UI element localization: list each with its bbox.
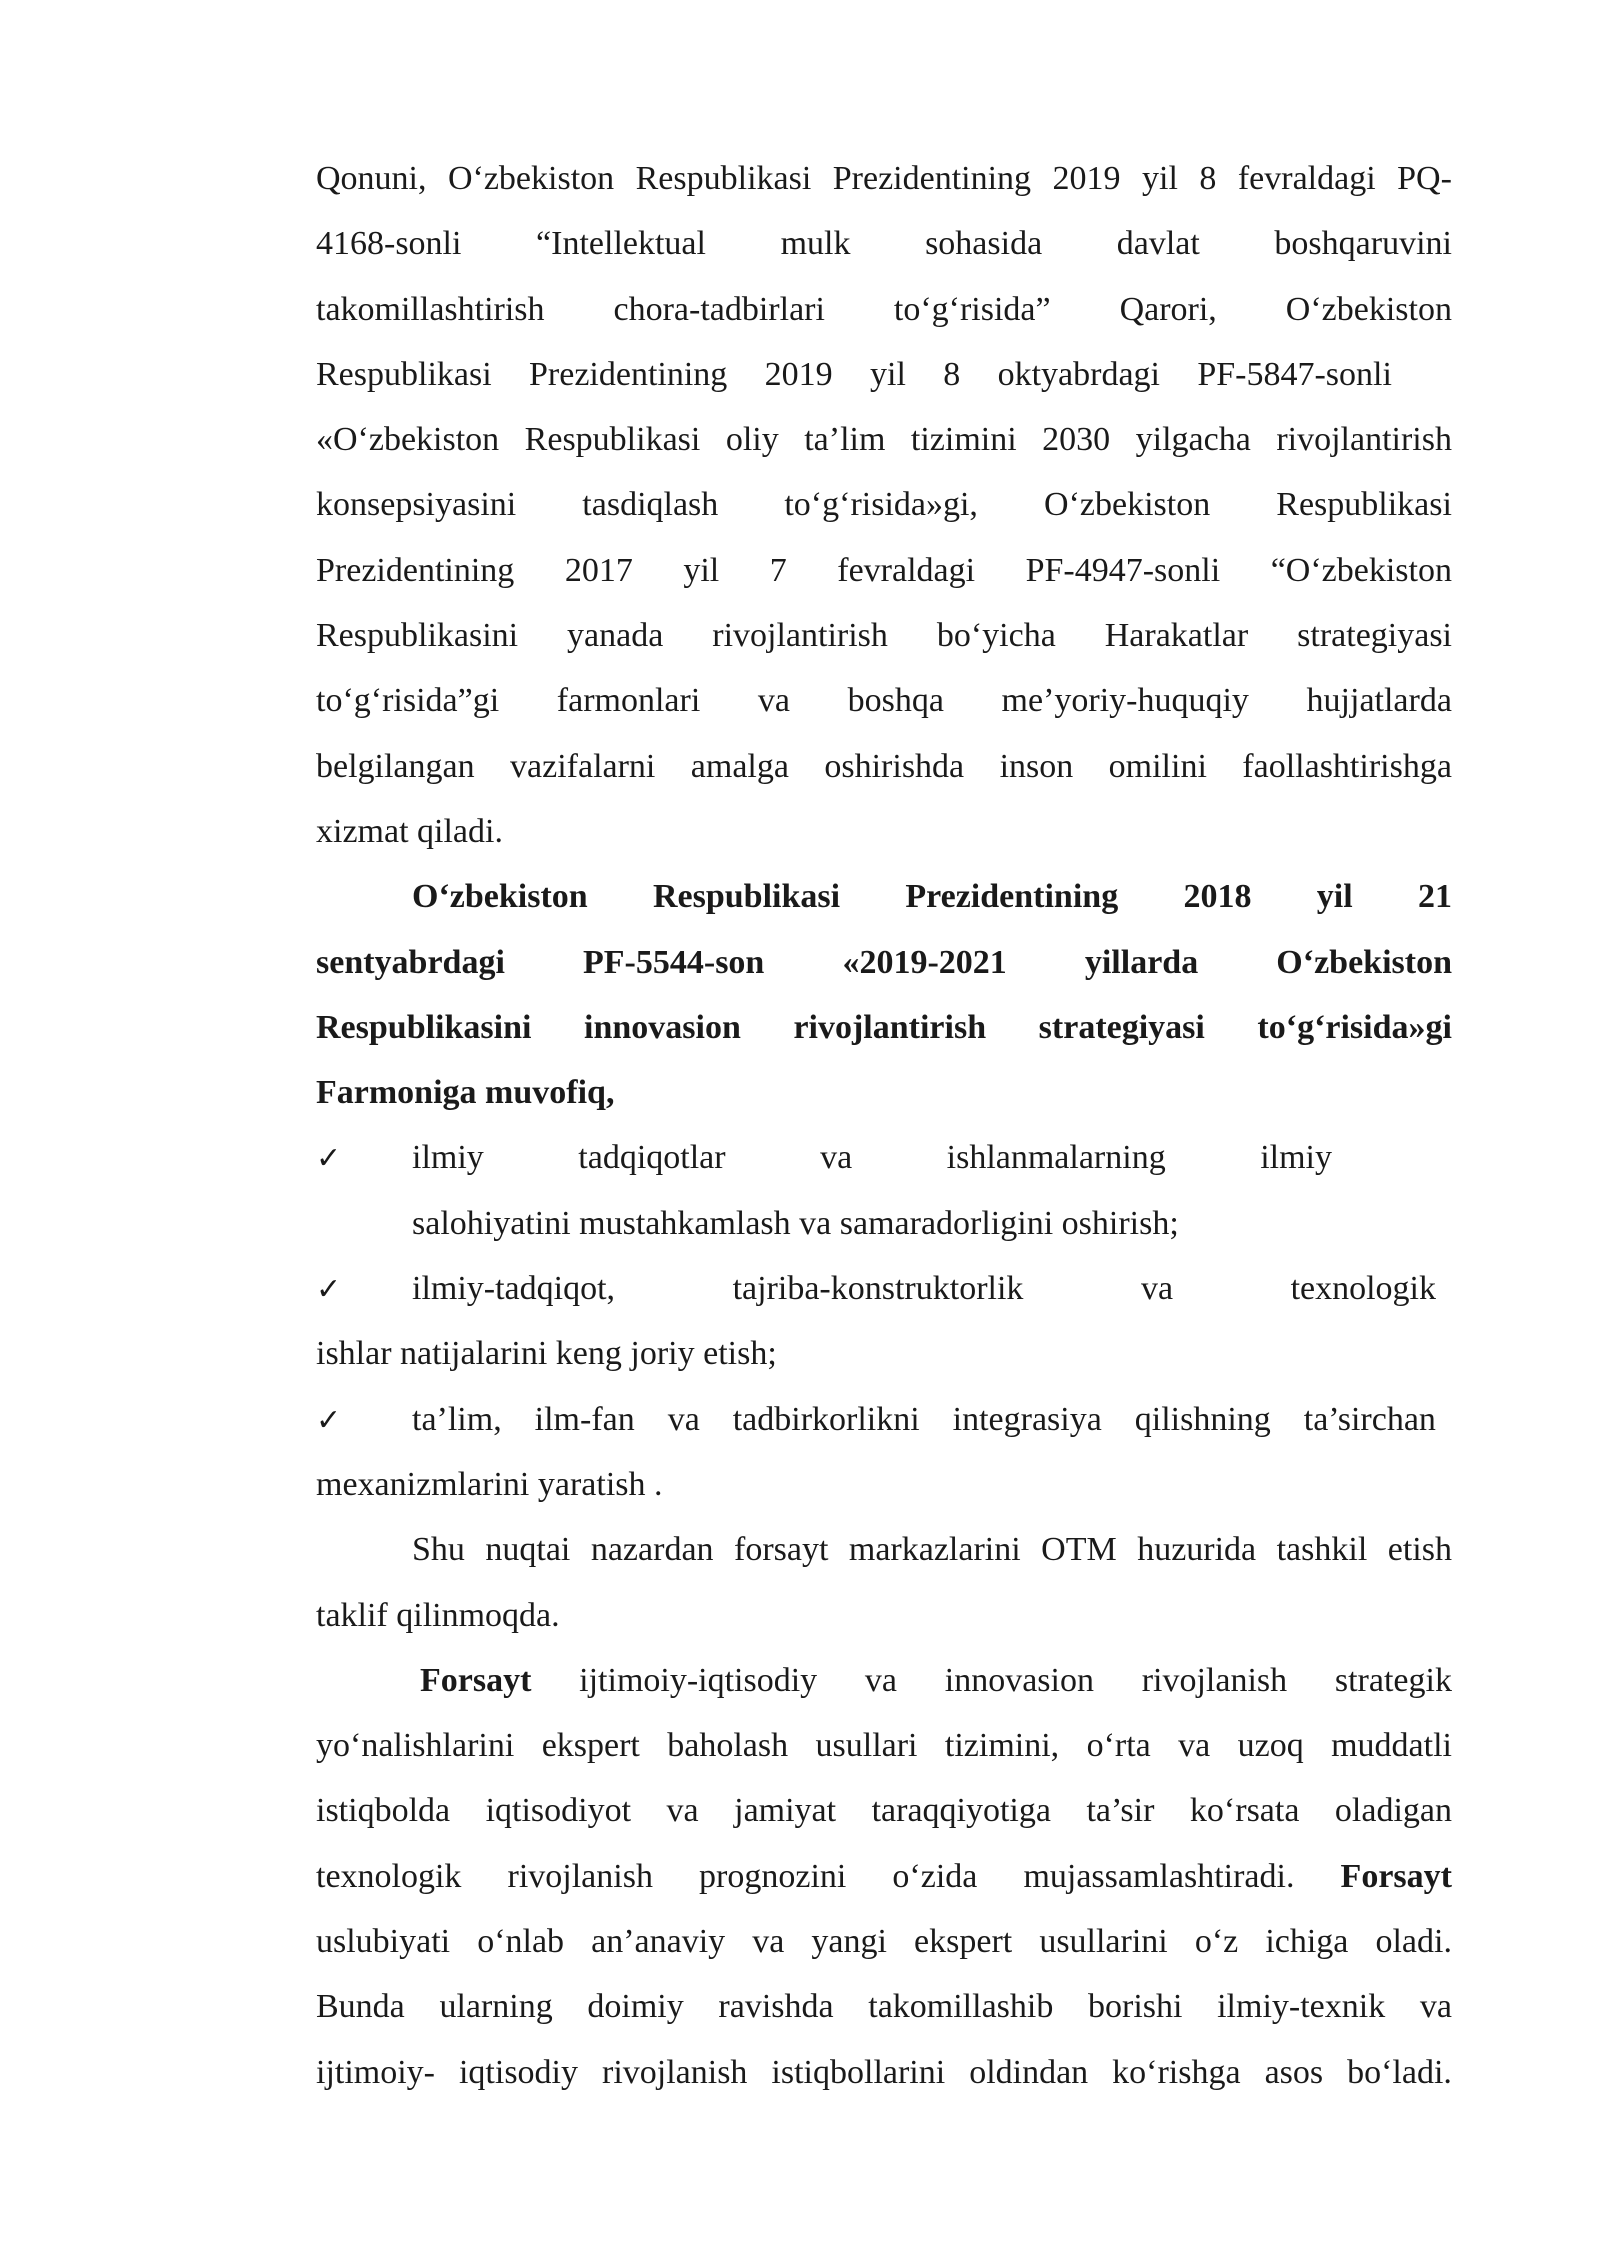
word: belgilangan	[316, 747, 475, 785]
word: me’yoriy-huquqiy	[1001, 682, 1249, 720]
word: o‘z	[1194, 1923, 1239, 1961]
word: rivojlanish	[507, 1857, 653, 1895]
word: tadqiqotlar	[578, 1139, 726, 1177]
text-line	[316, 1713, 1452, 1778]
word: to‘g‘risida”gi	[316, 682, 500, 720]
word: 2017	[564, 551, 633, 589]
word: doimiy	[587, 1988, 684, 2026]
text-line	[316, 734, 1452, 799]
word: o‘rta	[1086, 1727, 1151, 1765]
word: yilgacha	[1135, 421, 1251, 459]
word: to‘g‘risida”	[893, 290, 1051, 328]
word: rivojlanish	[1141, 1661, 1288, 1699]
word: iqtisodiy	[458, 2053, 579, 2091]
word: va	[1178, 1727, 1211, 1765]
word: konsepsiyasini	[316, 486, 517, 524]
word: oladi.	[1375, 1923, 1452, 1961]
word: rivojlantirish	[793, 1008, 987, 1046]
word: O‘zbekiston	[1285, 290, 1452, 328]
word: O‘zbekiston	[1044, 486, 1211, 524]
word: tashkil	[1276, 1531, 1368, 1569]
word: oladigan	[1334, 1792, 1452, 1830]
word: muddatli	[1331, 1727, 1452, 1765]
word: «O‘zbekiston	[316, 421, 500, 459]
word: 2019	[1052, 160, 1121, 197]
paragraph-proposal	[316, 1517, 1452, 1648]
word: tizimini,	[944, 1727, 1060, 1765]
text-line	[316, 1648, 1452, 1713]
word: omilini	[1108, 747, 1207, 785]
word: ekspert	[541, 1727, 640, 1765]
word: baholash	[667, 1727, 789, 1765]
word: tadbirkorlikni	[732, 1400, 920, 1438]
word: PF-5544-son	[583, 943, 765, 981]
word: va	[1140, 1270, 1174, 1308]
word: Shu	[412, 1531, 465, 1569]
word: texnologik	[316, 1857, 462, 1895]
word: ijtimoiy-iqtisodiy	[579, 1661, 818, 1699]
text-line-content: taklif qilinmoqda.	[316, 1596, 560, 1634]
checklist-item-continuation: salohiyatini mustahkamlash va samaradorligini oshirish;	[412, 1204, 1179, 1242]
word: asos	[1264, 2053, 1324, 2091]
text-line	[316, 603, 1452, 668]
word: yo‘nalishlarini	[316, 1727, 515, 1765]
word: to‘g‘risida»gi	[1257, 1008, 1452, 1046]
word: ilm-fan	[534, 1400, 635, 1438]
checklist-item-text	[412, 1256, 1452, 1321]
word: prognozini	[699, 1857, 847, 1895]
word: yil	[683, 551, 720, 589]
word: rivojlantirish	[1276, 421, 1452, 459]
word: bo‘yicha	[936, 617, 1056, 655]
word: Respublikasi	[1276, 486, 1452, 524]
word: vazifalarni	[510, 747, 656, 785]
forsayt-term: Forsayt	[420, 1661, 532, 1699]
word: ko‘rishga	[1112, 2053, 1241, 2091]
word: 4168-sonli	[316, 225, 462, 263]
word: «2019-2021	[842, 943, 1007, 981]
word: an’anaviy	[591, 1923, 726, 1961]
word: Qonuni,	[316, 160, 427, 197]
word: tasdiqlash	[582, 486, 719, 524]
text-line	[316, 1974, 1452, 2039]
word: O‘zbekiston	[1276, 943, 1452, 981]
word: takomillashib	[868, 1988, 1054, 2026]
word: ijtimoiy-	[316, 2053, 435, 2091]
word: yil	[1142, 160, 1178, 197]
text-line	[316, 1844, 1452, 1909]
word: Respublikasi	[635, 160, 812, 197]
word: oshirishda	[824, 747, 965, 785]
text-line	[316, 342, 1452, 407]
word: ta’sirchan	[1303, 1400, 1436, 1438]
word: 2018	[1183, 878, 1252, 916]
word: oldindan	[969, 2053, 1089, 2091]
word: rivojlantirish	[712, 617, 888, 655]
word: ishlanmalarning	[946, 1139, 1166, 1177]
checklist-item	[316, 1387, 1452, 1518]
word: ekspert	[914, 1923, 1013, 1961]
word: ko‘rsata	[1189, 1792, 1300, 1830]
word: OTM	[1041, 1531, 1117, 1569]
forsayt-term: Forsayt	[1340, 1857, 1452, 1895]
word: PF-4947-sonli	[1025, 551, 1221, 589]
word: O‘zbekiston	[447, 160, 615, 197]
word: yil	[1316, 878, 1353, 916]
text-line	[316, 930, 1452, 995]
word: huzurida	[1137, 1531, 1257, 1569]
word: PF-5847-sonli	[1197, 355, 1392, 393]
text-line	[316, 1909, 1452, 1974]
word: amalga	[690, 747, 789, 785]
word: 2030	[1042, 421, 1111, 459]
word: rivojlanish	[602, 2053, 748, 2091]
word: 21	[1418, 878, 1452, 916]
word: texnologik	[1290, 1270, 1436, 1308]
word: usullarini	[1039, 1923, 1168, 1961]
word: sohasida	[925, 225, 1043, 263]
word: o‘nlab	[477, 1923, 565, 1961]
text-line	[316, 864, 1452, 929]
paragraph-legal-references	[316, 146, 1452, 864]
text-line	[316, 277, 1452, 342]
word: inson	[999, 747, 1074, 785]
word: ularning	[439, 1988, 553, 2026]
word: borishi	[1088, 1988, 1183, 2026]
word: fevraldagi	[837, 551, 976, 589]
word: boshqaruvini	[1274, 225, 1452, 263]
text-line	[316, 1517, 1452, 1582]
text-line	[316, 538, 1452, 603]
word: va	[666, 1792, 699, 1830]
text-line	[316, 211, 1452, 276]
word: oliy	[725, 421, 779, 459]
word: ilmiy	[412, 1139, 484, 1177]
word: Respublikasi	[652, 878, 841, 916]
text-line	[316, 799, 1452, 864]
word: usullari	[815, 1727, 918, 1765]
word: yil	[870, 355, 906, 393]
word: forsayt	[734, 1531, 829, 1569]
word: Respublikasini	[316, 617, 519, 655]
word: tajriba-konstruktorlik	[732, 1270, 1024, 1308]
word: jamiyat	[734, 1792, 837, 1830]
checkmark-icon: ✓	[316, 1402, 342, 1438]
word: va	[1419, 1988, 1452, 2026]
text-line	[316, 407, 1452, 472]
word: nuqtai	[485, 1531, 571, 1569]
word: Prezidentining	[905, 878, 1119, 916]
word: istiqbollarini	[771, 2053, 946, 2091]
word: “O‘zbekiston	[1270, 551, 1452, 589]
text-line	[316, 1778, 1452, 1843]
word: etish	[1387, 1531, 1452, 1569]
word: strategiyasi	[1297, 617, 1452, 655]
word: va	[820, 1139, 853, 1177]
word: to‘g‘risida»gi,	[784, 486, 978, 524]
checklist-item-continuation: ishlar natijalarini keng joriy etish;	[316, 1335, 777, 1373]
word: PQ-	[1397, 160, 1452, 197]
word: 8	[943, 355, 961, 393]
checkmark-icon: ✓	[316, 1272, 342, 1308]
word: yillarda	[1084, 943, 1199, 981]
paragraph-forsayt	[316, 1648, 1452, 2105]
word: bo‘ladi.	[1347, 2053, 1452, 2091]
word: 2019	[764, 355, 833, 393]
word: Respublikasini	[316, 1008, 532, 1046]
word: 8	[1199, 160, 1217, 197]
word: va	[667, 1400, 700, 1438]
word: mujassamlashtiradi.	[1023, 1857, 1295, 1895]
word: boshqa	[847, 682, 944, 720]
text-line-content: xizmat qiladi.	[316, 812, 503, 850]
word: oktyabrdagi	[997, 355, 1160, 393]
word: iqtisodiyot	[485, 1792, 632, 1830]
word: integrasiya	[952, 1400, 1102, 1438]
word: sentyabrdagi	[316, 943, 505, 981]
word: Prezidentining	[832, 160, 1032, 197]
word: O‘zbekiston	[412, 878, 588, 916]
word: strategik	[1334, 1661, 1452, 1699]
word: Prezidentining	[316, 551, 515, 589]
word: ta’lim,	[412, 1400, 502, 1438]
word: istiqbolda	[316, 1792, 451, 1830]
word: 7	[769, 551, 787, 589]
word: tizimini	[910, 421, 1017, 459]
word: Respublikasi	[524, 421, 701, 459]
word: Harakatlar	[1104, 617, 1249, 655]
word: nazardan	[590, 1531, 714, 1569]
text-line	[316, 472, 1452, 537]
word: va	[752, 1923, 785, 1961]
checklist	[316, 1125, 1452, 1517]
word: qilishning	[1134, 1400, 1271, 1438]
word: o‘zida	[892, 1857, 978, 1895]
word: va	[864, 1661, 898, 1699]
word: Bunda	[316, 1988, 405, 2026]
word: yanada	[567, 617, 664, 655]
text-line	[316, 995, 1452, 1060]
word: ta’lim	[804, 421, 886, 459]
word: takomillashtirish	[316, 290, 545, 328]
word: taraqqiyotiga	[871, 1792, 1051, 1830]
word: innovasion	[584, 1008, 741, 1046]
text-line-content: Farmoniga muvofiq,	[316, 1074, 615, 1112]
checklist-item	[316, 1125, 1452, 1256]
document-page	[316, 146, 1452, 2105]
word: ilmiy-texnik	[1217, 1988, 1386, 2026]
word: davlat	[1116, 225, 1200, 263]
word: yangi	[811, 1923, 887, 1961]
word: chora-tadbirlari	[613, 290, 825, 328]
word: mulk	[780, 225, 851, 263]
word: “Intellektual	[536, 225, 706, 263]
checklist-item-text	[412, 1387, 1452, 1452]
text-line	[316, 1583, 1452, 1648]
word: ilmiy	[1260, 1139, 1332, 1177]
word: ravishda	[718, 1988, 834, 2026]
word: Respublikasi	[316, 355, 492, 393]
word: uzoq	[1237, 1727, 1304, 1765]
word: markazlarini	[848, 1531, 1021, 1569]
word: fevraldagi	[1237, 160, 1376, 197]
checklist-item	[316, 1256, 1452, 1387]
paragraph-decree-reference	[316, 864, 1452, 1125]
word: ichiga	[1265, 1923, 1349, 1961]
word: va	[757, 682, 790, 720]
word: Qarori,	[1119, 290, 1217, 328]
checkmark-icon: ✓	[316, 1141, 342, 1177]
word: Prezidentining	[529, 355, 728, 393]
word: innovasion	[944, 1661, 1094, 1699]
word: hujjatlarda	[1306, 682, 1452, 720]
checklist-item-continuation: mexanizmlarini yaratish .	[316, 1465, 663, 1503]
text-line	[316, 1060, 1452, 1125]
word: faollashtirishga	[1242, 747, 1452, 785]
word: farmonlari	[556, 682, 701, 720]
word: ta’sir	[1086, 1792, 1155, 1830]
text-line	[316, 146, 1452, 211]
text-line	[316, 668, 1452, 733]
word: strategiyasi	[1038, 1008, 1205, 1046]
word: ilmiy-tadqiqot,	[412, 1270, 616, 1308]
word: uslubiyati	[316, 1923, 451, 1961]
text-line	[316, 2040, 1452, 2105]
checklist-item-text	[412, 1125, 1452, 1190]
